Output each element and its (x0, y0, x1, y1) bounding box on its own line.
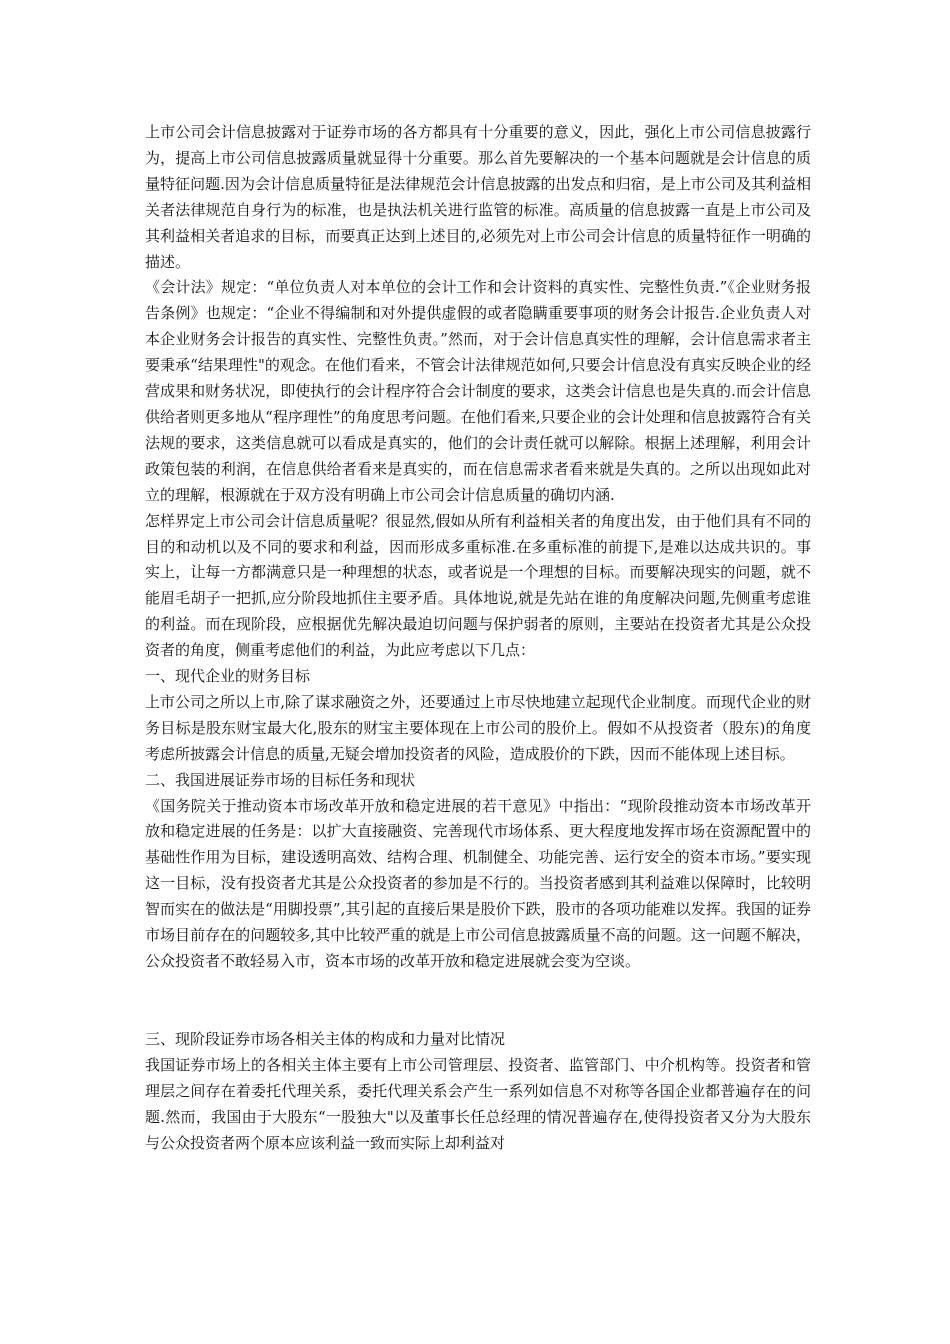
paragraph-intro: 上市公司会计信息披露对于证券市场的各方都具有十分重要的意义，因此，强化上市公司信息披露行为，提高上市公司信息披露质量就显得十分重要。那么首先要解决的一个基本问题就是会计信息的质量特征问题.因为会计信息质量特征是法律规范会计信息披露的出发点和归宿，是上市公司及其利益相关者法律规范自身行为的标准，也是执法机关进行监管的标准。高质量的信息披露一直是上市公司及其利益相关者追求的目标，而要真正达到上述目的,必须先对上市公司会计信息的质量特征作一明确的描述。 (145, 123, 811, 271)
section-paragraph-3: 我国证券市场上的各相关主体主要有上市公司管理层、投资者、监管部门、中介机构等。投资者和管理层之间存在着委托代理关系，委托代理关系会产生一系列如信息不对称等各国企业都普遍存在的问题.然而，我国由于大股东“一股独大"以及董事长任总经理的情况普遍存在,使得投资者又分为大股东与公众投资者两个原本应该利益一致而实际上却利益对 (145, 1055, 811, 1152)
section-heading-1: 一、现代企业的财务目标 (145, 667, 311, 686)
paragraph-quality-definition: 怎样界定上市公司会计信息质量呢？很显然,假如从所有利益相关者的角度出发，由于他们具有不同的目的和动机以及不同的要求和利益，因而形成多重标准.在多重标准的前提下,是难以达成共识的。事实上，让每一方都满意只是一种理想的状态，或者说是一个理想的目标。而要解决现实的问题，就不能眉毛胡子一把抓,应分阶段地抓住主要矛盾。具体地说,就是先站在谁的角度解决问题,先侧重考虑谁的利益。而在现阶段，应根据优先解决最迫切问题与保护弱者的原则，主要站在投资者尤其是公众投资者的角度，侧重考虑他们的利益，为此应考虑以下几点： (145, 511, 811, 660)
blank-spacer (145, 975, 811, 1027)
section-paragraph-2: 《国务院关于推动资本市场改革开放和稳定进展的若干意见》中指出：“现阶段推动资本市场改革开放和稳定进展的任务是：以扩大直接融资、完善现代市场体系、更大程度地发挥市场在资源配置中的基础性作用为目标，建设透明高效、结构合理、机制健全、功能完善、运行安全的资本市场。”要实现这一目标，没有投资者尤其是公众投资者的参加是不行的。当投资者感到其利益难以保障时，比较明智而实在的做法是“用脚投票”,其引起的直接后果是股价下跌，股市的各项功能难以发挥。我国的证券市场目前存在的问题较多,其中比较严重的就是上市公司信息披露质量不高的问题。这一问题不解决，公众投资者不敢轻易入市，资本市场的改革开放和稳定进展就会变为空谈。 (145, 796, 811, 970)
paragraph-accounting-law: 《会计法》规定：“单位负责人对本单位的会计工作和会计资料的真实性、完整性负责.”《企业财务报告条例》也规定：“企业不得编制和对外提供虚假的或者隐瞒重要事项的财务会计报告.企业负责人对本企业财务会计报告的真实性、完整性负责。”然而，对于会计信息真实性的理解，会计信息需求者主要秉承“结果理性"的观念。在他们看来，不管会计法律规范如何,只要会计信息没有真实反映企业的经营成果和财务状况，即使执行的会计程序符合会计制度的要求，这类会计信息也是失真的.而会计信息供给者则更多地从“程序理性”的角度思考问题。在他们看来,只要企业的会计处理和信息披露符合有关法规的要求，这类信息就可以看成是真实的，他们的会计责任就可以解除。根据上述理解，利用会计政策包装的利润，在信息供给者看来是真实的，而在信息需求者看来就是失真的。之所以出现如此对立的理解，根源就在于双方没有明确上市公司会计信息质量的确切内涵. (145, 278, 811, 504)
document-body (145, 120, 811, 1156)
section-heading-2: 二、我国进展证券市场的目标任务和现状 (145, 770, 416, 789)
section-paragraph-1: 上市公司之所以上市,除了谋求融资之外，还要通过上市尽快地建立起现代企业制度。而现代企业的财务目标是股东财宝最大化,股东的财宝主要体现在上市公司的股价上。假如不从投资者（股东)的角度考虑所披露会计信息的质量,无疑会增加投资者的风险，造成股价的下跌，因而不能体现上述目标。 (145, 692, 811, 763)
section-heading-3: 三、现阶段证券市场各相关主体的构成和力量对比情况 (145, 1029, 506, 1048)
